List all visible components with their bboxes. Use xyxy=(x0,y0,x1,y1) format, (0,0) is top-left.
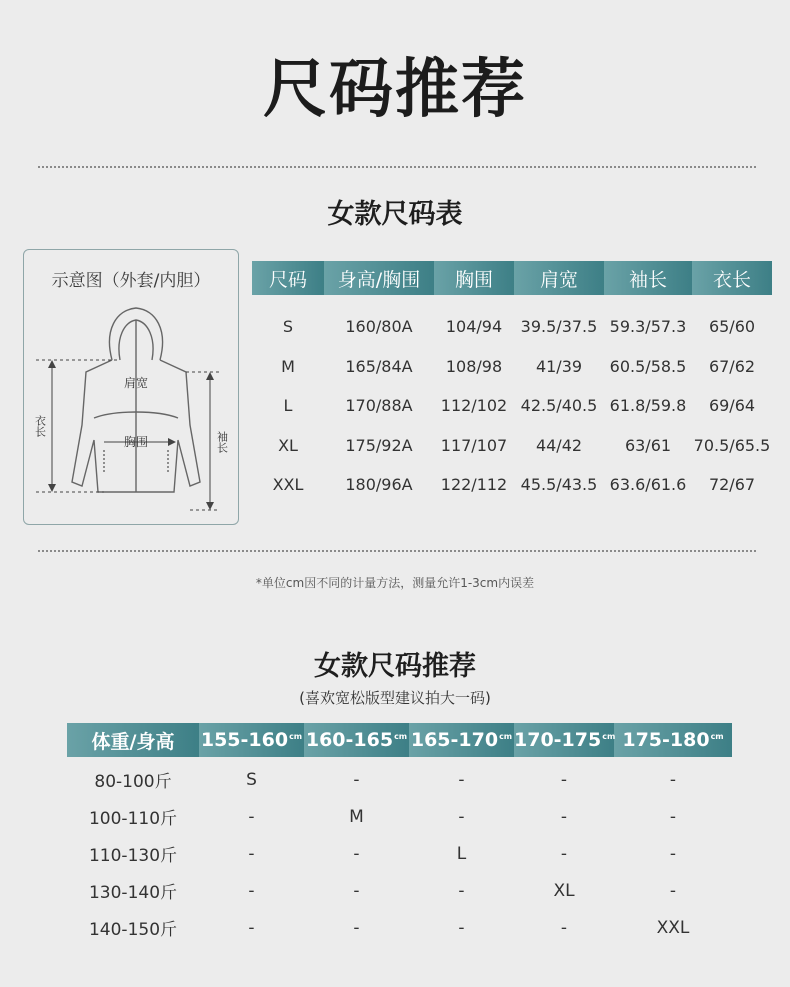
table-cell: M xyxy=(349,806,364,827)
measurement-note: *单位cm因不同的计量方法，测量允许1-3cm内误差 xyxy=(255,576,535,590)
size-chart-header xyxy=(252,261,772,295)
table-cell: - xyxy=(560,769,568,790)
col-size: 尺码 xyxy=(252,261,324,295)
table-cell: - xyxy=(458,806,465,827)
table-cell: - xyxy=(248,806,255,827)
table-cell: 45.5/43.5 xyxy=(520,475,598,495)
col-height-bust: 身高/胸围 xyxy=(324,261,434,295)
chest-label: 胸围 xyxy=(123,435,149,449)
table-cell: XL xyxy=(278,435,298,455)
table-cell: - xyxy=(248,843,255,864)
table-row xyxy=(67,757,732,798)
table-cell: L xyxy=(456,843,467,864)
table-cell: 175/92A xyxy=(345,435,413,455)
table-cell: - xyxy=(458,769,465,790)
table-row xyxy=(252,426,772,466)
table-row xyxy=(67,835,732,872)
divider-middle xyxy=(38,550,756,552)
table-cell: - xyxy=(669,843,677,864)
table-cell: XL xyxy=(553,880,575,901)
table-cell: 63.6/61.6 xyxy=(609,475,687,495)
recommend-subtitle: (喜欢宽松版型建议拍大一码) xyxy=(299,689,491,707)
sleeve-label: 袖长 xyxy=(215,431,229,453)
table-row xyxy=(252,295,772,347)
page-title: 尺码推荐 xyxy=(263,53,527,127)
length-label: 衣长 xyxy=(33,415,47,437)
weight-cell: 100-110斤 xyxy=(88,809,178,829)
table-cell: - xyxy=(248,880,255,901)
table-cell: 42.5/40.5 xyxy=(520,396,598,416)
table-cell: - xyxy=(353,769,360,790)
table-cell: 170/88A xyxy=(345,396,413,416)
table-cell: 41/39 xyxy=(535,356,583,376)
weight-cell: 140-150斤 xyxy=(88,920,178,940)
table-cell: - xyxy=(458,880,465,901)
table-cell: 39.5/37.5 xyxy=(520,317,598,337)
table-row xyxy=(67,872,732,909)
table-cell: 69/64 xyxy=(708,396,756,416)
table-cell: 59.3/57.3 xyxy=(609,317,687,337)
table-cell: XXL xyxy=(656,917,690,938)
divider-top xyxy=(38,166,756,168)
table-cell: 160/80A xyxy=(345,317,413,337)
recommend-table xyxy=(67,723,732,946)
table-cell: 112/102 xyxy=(440,396,508,416)
table-cell: 60.5/58.5 xyxy=(609,356,687,376)
height-range-header: $170-175^{cm}$ xyxy=(514,723,614,757)
weight-cell: 110-130斤 xyxy=(88,846,178,866)
recommend-header xyxy=(67,723,732,757)
col-shoulder: 肩宽 xyxy=(514,261,604,295)
table-cell: - xyxy=(353,880,360,901)
col-sleeve: 袖长 xyxy=(604,261,692,295)
height-range-header: $160-165^{cm}$ xyxy=(304,723,409,757)
table-cell: - xyxy=(560,843,568,864)
table-cell: 70.5/65.5 xyxy=(693,435,771,455)
table-cell: 72/67 xyxy=(708,475,756,495)
corner-header: 体重/身高 xyxy=(67,723,199,757)
table-cell: 165/84A xyxy=(345,356,413,376)
size-chart-table xyxy=(252,261,772,505)
shoulder-label: 肩宽 xyxy=(123,376,149,390)
recommend-title: 女款尺码推荐 xyxy=(314,651,476,682)
weight-cell: 130-140斤 xyxy=(88,883,178,903)
table-cell: XXL xyxy=(272,475,304,495)
table-cell: 180/96A xyxy=(345,475,413,495)
table-cell: 104/94 xyxy=(445,317,503,337)
height-range-header: $175-180^{cm}$ xyxy=(614,723,732,757)
jacket-diagram xyxy=(23,249,239,525)
diagram-label: 示意图（外套/内胆） xyxy=(51,271,211,291)
table-cell: S xyxy=(246,769,257,790)
table-cell: - xyxy=(248,917,255,938)
height-range-header: $155-160^{cm}$ xyxy=(199,723,304,757)
table-cell: - xyxy=(353,917,360,938)
table-cell: 122/112 xyxy=(440,475,508,495)
table-cell: - xyxy=(560,806,568,827)
size-chart-title: 女款尺码表 xyxy=(327,199,463,230)
table-cell: 63/61 xyxy=(624,435,672,455)
table-cell: - xyxy=(669,769,677,790)
table-cell: - xyxy=(669,806,677,827)
table-cell: 108/98 xyxy=(445,356,503,376)
table-cell: 44/42 xyxy=(535,435,583,455)
table-row xyxy=(252,386,772,426)
col-chest: 胸围 xyxy=(434,261,514,295)
weight-cell: 80-100斤 xyxy=(94,772,172,792)
table-cell: L xyxy=(283,396,293,416)
table-cell: - xyxy=(458,917,465,938)
table-cell: M xyxy=(281,356,295,376)
table-cell: - xyxy=(353,843,360,864)
table-cell: 67/62 xyxy=(708,356,756,376)
table-cell: S xyxy=(282,317,294,337)
table-cell: 61.8/59.8 xyxy=(609,396,687,416)
table-cell: - xyxy=(669,880,677,901)
table-cell: - xyxy=(560,917,568,938)
height-range-header: $165-170^{cm}$ xyxy=(409,723,514,757)
table-row xyxy=(67,798,732,835)
table-row xyxy=(67,909,732,946)
table-row xyxy=(252,465,772,505)
table-cell: 117/107 xyxy=(440,435,508,455)
jacket-illustration xyxy=(24,250,238,524)
table-row xyxy=(252,347,772,387)
col-length: 衣长 xyxy=(692,261,772,295)
table-cell: 65/60 xyxy=(708,317,756,337)
